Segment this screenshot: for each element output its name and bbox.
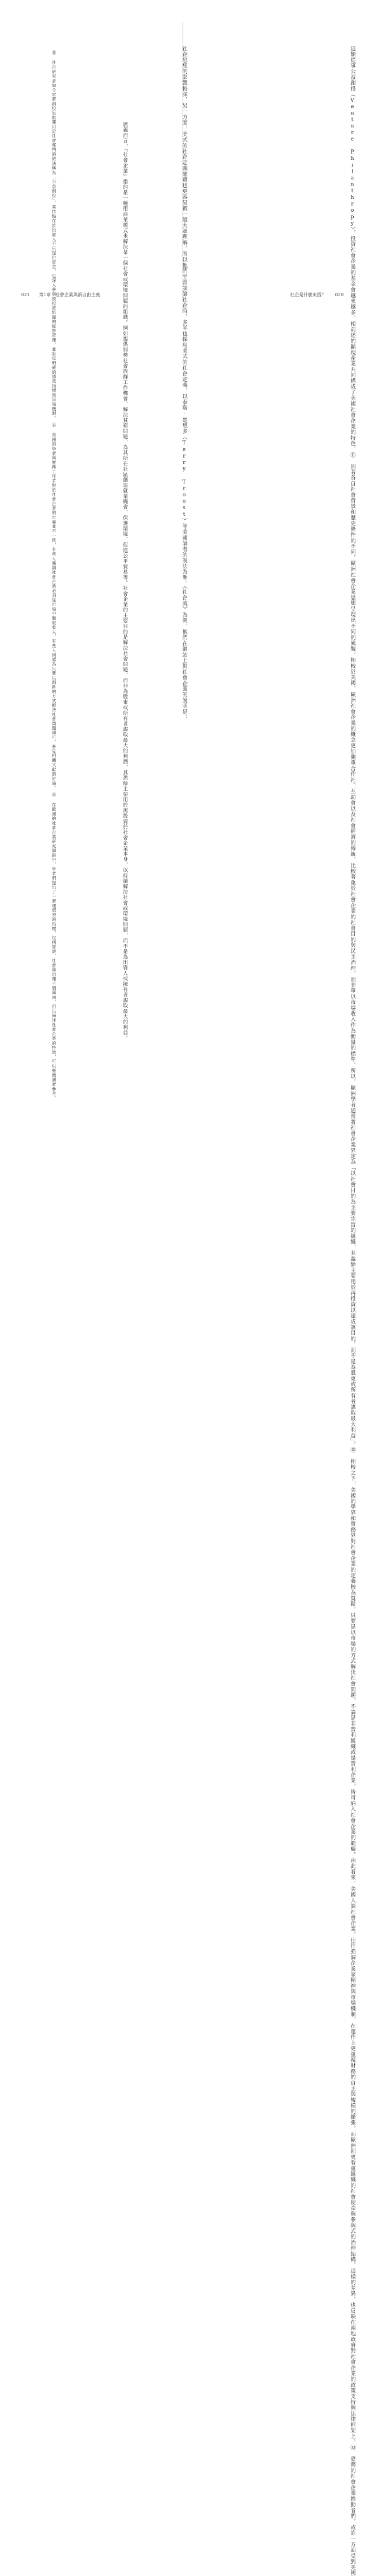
left-page-footer	[21, 292, 100, 298]
left-page-body-text: 社企思想的影響較深，另一方面，美式的社企定義確實也更容易被一般大眾理解。所以他們平常談論社企時，多半也採用美式的社企定義，以泰瑞·楚思多（Terry Troost）等美國論者的說法為準。《社企流》為例，他們在網站上對社會企業的說明是：	[181, 46, 187, 720]
endnotes: ⑪ 社企研究者如今常將創投思維運用於社會部門的做法稱為「公益創投」，其特點在於投資人不只提供資金，也深入參與被投資組織的經營管理，並設定明確的績效指標與退場機制。 ⑫ 美國的學者與實務工作者對於社會企業的定義並不一致，有些人強調社會企業必須從市場中賺取收入，有些人則認為只要以創新的方式解決社會問題即可，參見相關文獻的討論。 ⑬ 在歐洲的社會企業研究網絡中，學者們提出了一套理想型的指標，包括經濟、社會與治理三個面向，用以描述社會企業的特徵，可供臺灣讀者參考。	[51, 50, 56, 1100]
right-page-body-text: 這類從事公益創投（Venture Philanthropy），投資社會企業的基金會越來越多，相前述的顯現產業共同構成了美國社會企業的特色。⑪ 因著各自社會背景和歷史條件的不同，歐洲社會企業思想呈現出不同的風貌。相較於美國，歐洲社會企業的概念更加側重合作社、互助會以及社會經濟的傳統，比較著重於社會企業的社會目的與民主治理，而非單以市場收入作為衡量的標準。所以，歐洲學者通常將社會企業界定為「以社會目的為主要宗旨的組織，其盈餘主要用於再投資以達成該目的，而不是為股東或所有者謀取最大利益」。⑫ 相較之下，美國的學界和實務界對社會企業的定義較為寬鬆，只要是以市場的方式解決社會問題，不論是非營利組織或是營利企業，皆可納入社會企業的範疇。由此看來，美國人談社會企業，往往強調企業家精神與市場機制，在運作上更重視財務的自主與規模的擴張，而歐洲則更看重組織的社會使命與參與式的治理結構。這樣的差異，也反映在兩地政府對社會企業的政策支持與法律框架上。⑬ 臺灣的社會企業推動者們，或許一方面受到美國	[349, 46, 355, 2576]
right-page-number: 020	[335, 292, 344, 297]
left-page-number: 021	[21, 292, 30, 297]
left-running-head: 第1章 社會企業與新自由主義	[39, 292, 100, 297]
right-running-head: 社企是什麼東西？	[290, 292, 326, 297]
block-quote: 廣義而言，『社會企業』指的是一種用商業模式來解決某一個社會或環境問題的組織。例如提供弱勢社會族群工作機會、解決貧窮問題、為其所在社區創造就業機會、保護環境、促進公平貿易等。社會企業的主要目的是解決社會問題，而非為股東或所有者謀取最大的利潤，其盈餘主要用於再投資於社會企業本身，以持續解決社會或環境問題，而不是為出資人或擁有者謀取最大的利益。	[122, 122, 127, 1041]
right-page-footer	[290, 292, 344, 298]
